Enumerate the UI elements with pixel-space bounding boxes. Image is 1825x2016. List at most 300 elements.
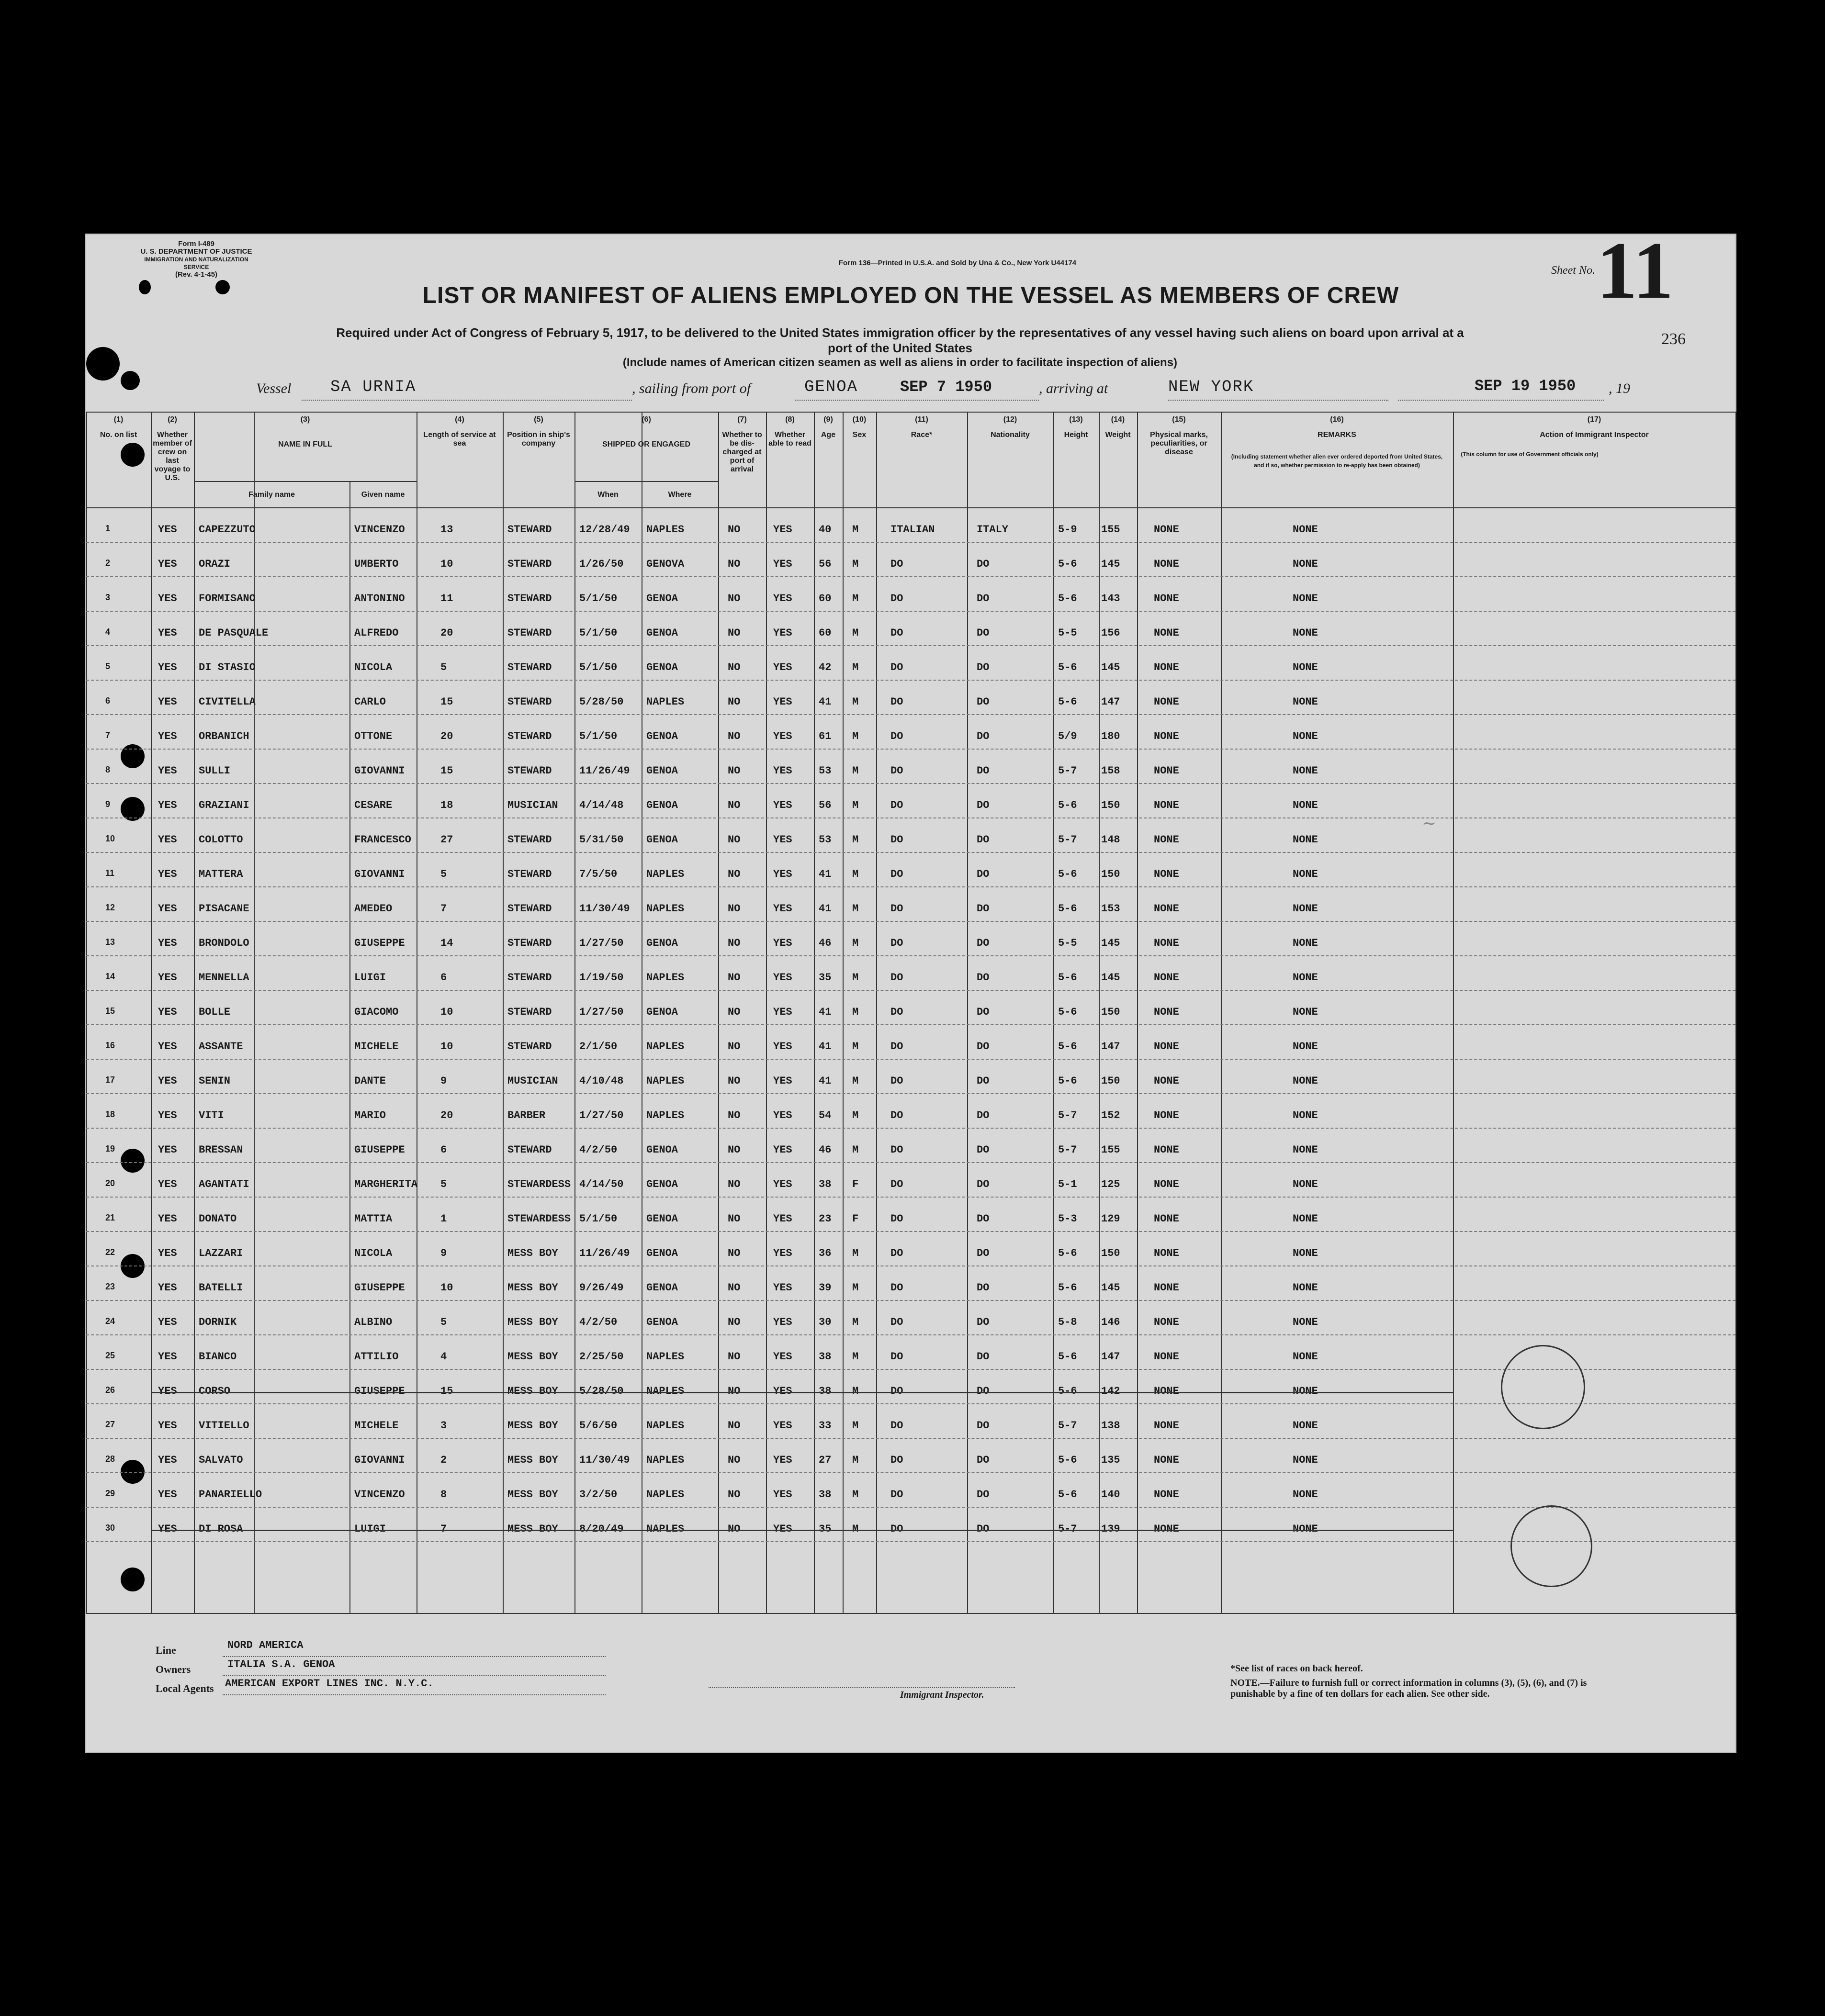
- table-cell: 4/2/50: [579, 1144, 618, 1156]
- table-cell: NONE: [1154, 1351, 1179, 1363]
- table-cell: YES: [773, 1420, 792, 1432]
- table-cell: 5-7: [1058, 1109, 1077, 1121]
- table-cell: NONE: [1154, 903, 1179, 915]
- handwritten-annotation: ~: [1422, 814, 1437, 833]
- table-cell: NAPLES: [646, 1489, 685, 1501]
- table-cell: M: [852, 1385, 859, 1397]
- table-cell: DO: [890, 730, 903, 742]
- table-cell: M: [852, 834, 859, 846]
- table-cell: 152: [1101, 1109, 1120, 1121]
- table-cell: YES: [773, 834, 792, 846]
- table-cell: STEWARD: [507, 1144, 552, 1156]
- c17-header: Action of Immigrant Inspector: [1540, 431, 1649, 439]
- table-cell: NONE: [1293, 834, 1318, 846]
- table-cell: YES: [773, 972, 792, 984]
- table-cell: 23: [819, 1213, 832, 1225]
- row-number: 4: [105, 627, 111, 637]
- table-cell: NO: [728, 903, 741, 915]
- table-cell: CAPEZZUTO: [199, 524, 256, 536]
- c5-header: Position in ship's company: [507, 431, 570, 448]
- table-cell: STEWARD: [507, 696, 552, 708]
- table-cell: DONATO: [199, 1213, 237, 1225]
- table-cell: BATELLI: [199, 1282, 243, 1294]
- table-cell: GENOA: [646, 937, 678, 949]
- table-cell: BIANCO: [199, 1351, 237, 1363]
- table-cell: NONE: [1154, 1144, 1179, 1156]
- table-cell: NONE: [1154, 661, 1179, 673]
- table-cell: 5-6: [1058, 868, 1077, 880]
- table-cell: DO: [890, 972, 903, 984]
- table-cell: NONE: [1293, 1178, 1318, 1190]
- c17-number: (17): [1587, 415, 1601, 424]
- table-cell: 148: [1101, 834, 1120, 846]
- table-cell: YES: [773, 1178, 792, 1190]
- department: U. S. DEPARTMENT OF JUSTICE: [140, 247, 252, 256]
- table-cell: 156: [1101, 627, 1120, 639]
- table-cell: YES: [158, 627, 177, 639]
- strikethrough-line: [151, 1392, 1453, 1393]
- table-cell: 1/19/50: [579, 972, 624, 984]
- table-cell: 46: [819, 1144, 832, 1156]
- table-cell: 150: [1101, 868, 1120, 880]
- table-cell: NONE: [1293, 1316, 1318, 1328]
- table-cell: NONE: [1293, 903, 1318, 915]
- table-cell: GENOA: [646, 834, 678, 846]
- table-cell: YES: [158, 1041, 177, 1053]
- table-cell: DO: [977, 1282, 990, 1294]
- table-cell: GENOA: [646, 730, 678, 742]
- table-cell: 7/5/50: [579, 868, 618, 880]
- row-number: 29: [105, 1489, 115, 1498]
- table-cell: 5/1/50: [579, 1213, 618, 1225]
- table-cell: ATTILIO: [354, 1351, 399, 1363]
- row-number: 5: [105, 661, 111, 671]
- table-cell: DO: [890, 1075, 903, 1087]
- table-cell: 8/20/49: [579, 1523, 624, 1535]
- table-cell: NONE: [1154, 1282, 1179, 1294]
- table-cell: 180: [1101, 730, 1120, 742]
- table-cell: M: [852, 524, 859, 536]
- table-cell: DO: [890, 627, 903, 639]
- table-cell: SENIN: [199, 1075, 231, 1087]
- table-cell: DO: [977, 1041, 990, 1053]
- sailing-date: SEP 7 1950: [900, 378, 992, 396]
- table-cell: 2/1/50: [579, 1041, 618, 1053]
- arrival-port: NEW YORK: [1168, 378, 1254, 396]
- table-cell: DO: [977, 1489, 990, 1501]
- table-cell: NONE: [1293, 799, 1318, 811]
- table-cell: GENOA: [646, 1213, 678, 1225]
- sheet-no-label: Sheet No.: [1551, 264, 1595, 277]
- inspector-signature-line: [709, 1687, 1015, 1688]
- table-cell: STEWARD: [507, 661, 552, 673]
- row-number: 8: [105, 765, 111, 774]
- table-cell: 5-9: [1058, 524, 1077, 536]
- table-cell: NONE: [1293, 1523, 1318, 1535]
- table-cell: YES: [773, 696, 792, 708]
- table-cell: MESS BOY: [507, 1316, 558, 1328]
- table-cell: DO: [977, 1006, 990, 1018]
- table-cell: NAPLES: [646, 1454, 685, 1466]
- table-cell: YES: [773, 1523, 792, 1535]
- c4-header: Length of service at sea: [423, 431, 496, 448]
- c16-number: (16): [1330, 415, 1344, 424]
- table-cell: YES: [158, 1454, 177, 1466]
- table-cell: YES: [773, 799, 792, 811]
- table-cell: MICHELE: [354, 1041, 399, 1053]
- table-cell: YES: [158, 1213, 177, 1225]
- table-cell: M: [852, 1489, 859, 1501]
- table-cell: NONE: [1154, 834, 1179, 846]
- table-cell: DORNIK: [199, 1316, 237, 1328]
- table-cell: PISACANE: [199, 903, 249, 915]
- table-cell: FRANCESCO: [354, 834, 411, 846]
- table-cell: NO: [728, 1213, 741, 1225]
- table-cell: 6: [440, 1144, 447, 1156]
- table-cell: 1: [440, 1213, 447, 1225]
- table-cell: 20: [440, 627, 453, 639]
- table-cell: 11/26/49: [579, 765, 630, 777]
- table-cell: DO: [977, 1144, 990, 1156]
- table-cell: YES: [158, 1351, 177, 1363]
- table-cell: NONE: [1154, 799, 1179, 811]
- table-cell: DO: [890, 1454, 903, 1466]
- table-cell: MESS BOY: [507, 1282, 558, 1294]
- table-cell: 5-6: [1058, 1075, 1077, 1087]
- table-cell: YES: [773, 1316, 792, 1328]
- table-cell: GIOVANNI: [354, 868, 405, 880]
- table-cell: YES: [158, 558, 177, 570]
- table-cell: DO: [977, 1351, 990, 1363]
- table-cell: NONE: [1293, 1454, 1318, 1466]
- table-cell: DO: [977, 1454, 990, 1466]
- table-cell: DO: [890, 1144, 903, 1156]
- c3-number: (3): [300, 415, 310, 424]
- c10-header: Sex: [852, 431, 867, 439]
- row-number: 26: [105, 1385, 115, 1395]
- table-cell: 5: [440, 661, 447, 673]
- table-cell: 5-7: [1058, 765, 1077, 777]
- table-cell: 5-6: [1058, 1247, 1077, 1259]
- table-cell: 20: [440, 730, 453, 742]
- table-cell: 5-6: [1058, 1454, 1077, 1466]
- table-cell: GIACOMO: [354, 1006, 399, 1018]
- table-cell: 150: [1101, 1247, 1120, 1259]
- table-cell: NO: [728, 558, 741, 570]
- date-field-line: [1398, 400, 1604, 401]
- c9-number: (9): [823, 415, 833, 424]
- table-cell: DE PASQUALE: [199, 627, 269, 639]
- table-cell: FORMISANO: [199, 593, 256, 605]
- table-cell: 15: [440, 696, 453, 708]
- table-cell: ITALY: [977, 524, 1009, 536]
- table-cell: YES: [773, 593, 792, 605]
- table-cell: M: [852, 593, 859, 605]
- c12-number: (12): [1003, 415, 1017, 424]
- table-cell: 129: [1101, 1213, 1120, 1225]
- table-cell: DO: [977, 903, 990, 915]
- table-cell: NONE: [1154, 1247, 1179, 1259]
- table-cell: NO: [728, 1316, 741, 1328]
- table-cell: BARBER: [507, 1109, 546, 1121]
- table-cell: 5-6: [1058, 903, 1077, 915]
- row-number: 27: [105, 1420, 115, 1429]
- table-cell: YES: [158, 661, 177, 673]
- c6-number: (6): [642, 415, 651, 424]
- c14-number: (14): [1111, 415, 1125, 424]
- table-cell: 5: [440, 1316, 447, 1328]
- row-number: 17: [105, 1075, 115, 1085]
- c11-header: Race*: [911, 431, 933, 439]
- table-cell: GIOVANNI: [354, 765, 405, 777]
- table-cell: STEWARD: [507, 730, 552, 742]
- row-number: 3: [105, 593, 111, 602]
- table-cell: 38: [819, 1385, 832, 1397]
- table-cell: ASSANTE: [199, 1041, 243, 1053]
- subtitle-line-3: (Include names of American citizen seamen as well as aliens in order to facilitate inspection of aliens): [622, 356, 1178, 369]
- table-cell: YES: [773, 937, 792, 949]
- table-cell: DO: [977, 593, 990, 605]
- table-cell: M: [852, 661, 859, 673]
- table-cell: M: [852, 1247, 859, 1259]
- table-cell: YES: [158, 765, 177, 777]
- table-cell: 5-6: [1058, 593, 1077, 605]
- table-cell: NO: [728, 1178, 741, 1190]
- arrival-field-line: [1168, 400, 1388, 401]
- table-cell: M: [852, 1075, 859, 1087]
- table-cell: DO: [890, 593, 903, 605]
- table-cell: YES: [773, 627, 792, 639]
- table-cell: DO: [977, 1316, 990, 1328]
- table-cell: GENOA: [646, 1178, 678, 1190]
- table-cell: YES: [773, 903, 792, 915]
- form-number: Form I-489: [178, 240, 214, 248]
- table-cell: GENOA: [646, 1316, 678, 1328]
- table-cell: NONE: [1154, 765, 1179, 777]
- table-cell: DO: [977, 627, 990, 639]
- table-cell: 36: [819, 1247, 832, 1259]
- subtitle-line-2: port of the United States: [828, 341, 972, 355]
- table-cell: NONE: [1293, 972, 1318, 984]
- table-cell: 139: [1101, 1523, 1120, 1535]
- row-number: 23: [105, 1282, 115, 1291]
- table-cell: 12/28/49: [579, 524, 630, 536]
- table-cell: 10: [440, 1006, 453, 1018]
- table-cell: DO: [977, 1075, 990, 1087]
- table-cell: 8: [440, 1489, 447, 1501]
- row-number: 25: [105, 1351, 115, 1360]
- table-cell: YES: [773, 1454, 792, 1466]
- table-cell: 158: [1101, 765, 1120, 777]
- table-cell: NO: [728, 868, 741, 880]
- table-cell: M: [852, 1420, 859, 1432]
- table-cell: STEWARD: [507, 903, 552, 915]
- table-cell: YES: [158, 1420, 177, 1432]
- table-cell: NAPLES: [646, 524, 685, 536]
- table-cell: 155: [1101, 1144, 1120, 1156]
- table-cell: AGANTATI: [199, 1178, 249, 1190]
- table-cell: 53: [819, 765, 832, 777]
- table-cell: 40: [819, 524, 832, 536]
- row-number: 13: [105, 937, 115, 947]
- table-cell: 2/25/50: [579, 1351, 624, 1363]
- table-cell: NO: [728, 1144, 741, 1156]
- action-note: (This column for use of Government officials only): [1461, 451, 1599, 458]
- table-cell: 60: [819, 593, 832, 605]
- table-cell: DO: [890, 1247, 903, 1259]
- table-cell: YES: [773, 730, 792, 742]
- table-cell: MUSICIAN: [507, 799, 558, 811]
- table-cell: MESS BOY: [507, 1489, 558, 1501]
- sailing-port: GENOA: [804, 378, 858, 396]
- table-cell: GIUSEPPE: [354, 937, 405, 949]
- table-cell: STEWARDESS: [507, 1178, 571, 1190]
- table-cell: NONE: [1293, 1213, 1318, 1225]
- table-cell: NONE: [1154, 696, 1179, 708]
- table-cell: STEWARD: [507, 1006, 552, 1018]
- table-cell: DI ROSA: [199, 1523, 243, 1535]
- table-cell: M: [852, 799, 859, 811]
- table-cell: 38: [819, 1489, 832, 1501]
- c13-header: Height: [1064, 431, 1088, 439]
- table-cell: 5-6: [1058, 1351, 1077, 1363]
- table-cell: 7: [440, 903, 447, 915]
- table-cell: ORAZI: [199, 558, 231, 570]
- service: IMMIGRATION AND NATURALIZATION SERVICE: [144, 256, 248, 270]
- table-cell: DO: [890, 558, 903, 570]
- table-cell: 5/9: [1058, 730, 1077, 742]
- table-cell: PANARIELLO: [199, 1489, 262, 1501]
- table-cell: 5-6: [1058, 972, 1077, 984]
- table-cell: CARLO: [354, 696, 386, 708]
- table-cell: 56: [819, 799, 832, 811]
- table-cell: NONE: [1293, 661, 1318, 673]
- owners-value: ITALIA S.A. GENOA: [227, 1658, 335, 1670]
- table-cell: OTTONE: [354, 730, 393, 742]
- table-cell: 27: [440, 834, 453, 846]
- table-cell: STEWARD: [507, 627, 552, 639]
- table-cell: M: [852, 1109, 859, 1121]
- vessel-label: Vessel: [256, 381, 292, 396]
- table-cell: NAPLES: [646, 972, 685, 984]
- table-cell: DO: [977, 730, 990, 742]
- row-number: 18: [105, 1109, 115, 1119]
- where-header: Where: [668, 491, 692, 499]
- agents-value: AMERICAN EXPORT LINES INC. N.Y.C.: [225, 1678, 434, 1690]
- table-cell: CESARE: [354, 799, 393, 811]
- table-cell: DO: [977, 696, 990, 708]
- table-cell: 15: [440, 765, 453, 777]
- table-cell: DO: [890, 1420, 903, 1432]
- table-cell: GENOA: [646, 593, 678, 605]
- table-cell: 5-6: [1058, 661, 1077, 673]
- row-number: 7: [105, 730, 111, 740]
- table-cell: STEWARD: [507, 868, 552, 880]
- arrival-date: SEP 19 1950: [1475, 377, 1576, 395]
- table-cell: NONE: [1293, 1006, 1318, 1018]
- table-cell: 5/28/50: [579, 696, 624, 708]
- table-cell: YES: [158, 1247, 177, 1259]
- table-cell: NO: [728, 1075, 741, 1087]
- table-cell: DO: [977, 1523, 990, 1535]
- c7-number: (7): [737, 415, 747, 424]
- remarks-note: (Including statement whether alien ever ordered deported from United States, and if so, whether permission to re-apply has been obtained): [1231, 453, 1443, 469]
- line-field-line: [223, 1656, 606, 1657]
- table-cell: 5-5: [1058, 937, 1077, 949]
- row-number: 24: [105, 1316, 115, 1326]
- table-cell: 5/1/50: [579, 593, 618, 605]
- table-cell: NO: [728, 730, 741, 742]
- table-cell: VITIELLO: [199, 1420, 249, 1432]
- c12-header: Nationality: [991, 431, 1030, 439]
- table-cell: NO: [728, 972, 741, 984]
- table-cell: GIUSEPPE: [354, 1385, 405, 1397]
- row-number: 21: [105, 1213, 115, 1222]
- table-cell: 5-6: [1058, 1385, 1077, 1397]
- table-cell: DO: [977, 1385, 990, 1397]
- agents-label: Local Agents: [156, 1682, 214, 1694]
- table-cell: NAPLES: [646, 903, 685, 915]
- table-cell: NO: [728, 524, 741, 536]
- table-cell: M: [852, 1041, 859, 1053]
- table-cell: 5/1/50: [579, 661, 618, 673]
- table-cell: 35: [819, 1523, 832, 1535]
- table-cell: F: [852, 1178, 859, 1190]
- table-cell: 11/26/49: [579, 1247, 630, 1259]
- table-cell: 135: [1101, 1454, 1120, 1466]
- table-cell: NO: [728, 1109, 741, 1121]
- table-cell: GENOA: [646, 1006, 678, 1018]
- table-cell: NO: [728, 661, 741, 673]
- table-cell: 125: [1101, 1178, 1120, 1190]
- table-cell: DO: [890, 937, 903, 949]
- table-cell: 53: [819, 834, 832, 846]
- table-cell: 5-3: [1058, 1213, 1077, 1225]
- table-cell: 5-5: [1058, 627, 1077, 639]
- row-number: 22: [105, 1247, 115, 1257]
- table-cell: 2: [440, 1454, 447, 1466]
- table-cell: GENOA: [646, 1282, 678, 1294]
- table-cell: YES: [158, 1006, 177, 1018]
- table-cell: NO: [728, 1282, 741, 1294]
- table-cell: NO: [728, 1489, 741, 1501]
- table-cell: NO: [728, 1351, 741, 1363]
- table-cell: YES: [158, 1489, 177, 1501]
- table-cell: NONE: [1293, 937, 1318, 949]
- c14-header: Weight: [1105, 431, 1131, 439]
- table-cell: SULLI: [199, 765, 231, 777]
- c1-header: No. on list: [100, 431, 137, 439]
- table-cell: NONE: [1154, 1523, 1179, 1535]
- table-cell: 150: [1101, 1075, 1120, 1087]
- table-cell: NONE: [1293, 1075, 1318, 1087]
- table-cell: STEWARD: [507, 937, 552, 949]
- table-cell: DO: [977, 1213, 990, 1225]
- c7-header: Whether to be dis-charged at port of arrival: [722, 431, 762, 473]
- table-cell: UMBERTO: [354, 558, 399, 570]
- table-cell: 5-1: [1058, 1178, 1077, 1190]
- table-cell: DO: [977, 799, 990, 811]
- table-cell: DO: [890, 1351, 903, 1363]
- table-cell: YES: [773, 765, 792, 777]
- table-cell: GIUSEPPE: [354, 1282, 405, 1294]
- table-cell: 9/26/49: [579, 1282, 624, 1294]
- table-cell: YES: [773, 524, 792, 536]
- c15-header: Physical marks, peculiarities, or disease: [1150, 431, 1208, 456]
- c10-number: (10): [852, 415, 867, 424]
- table-cell: MUSICIAN: [507, 1075, 558, 1087]
- table-cell: NONE: [1293, 1351, 1318, 1363]
